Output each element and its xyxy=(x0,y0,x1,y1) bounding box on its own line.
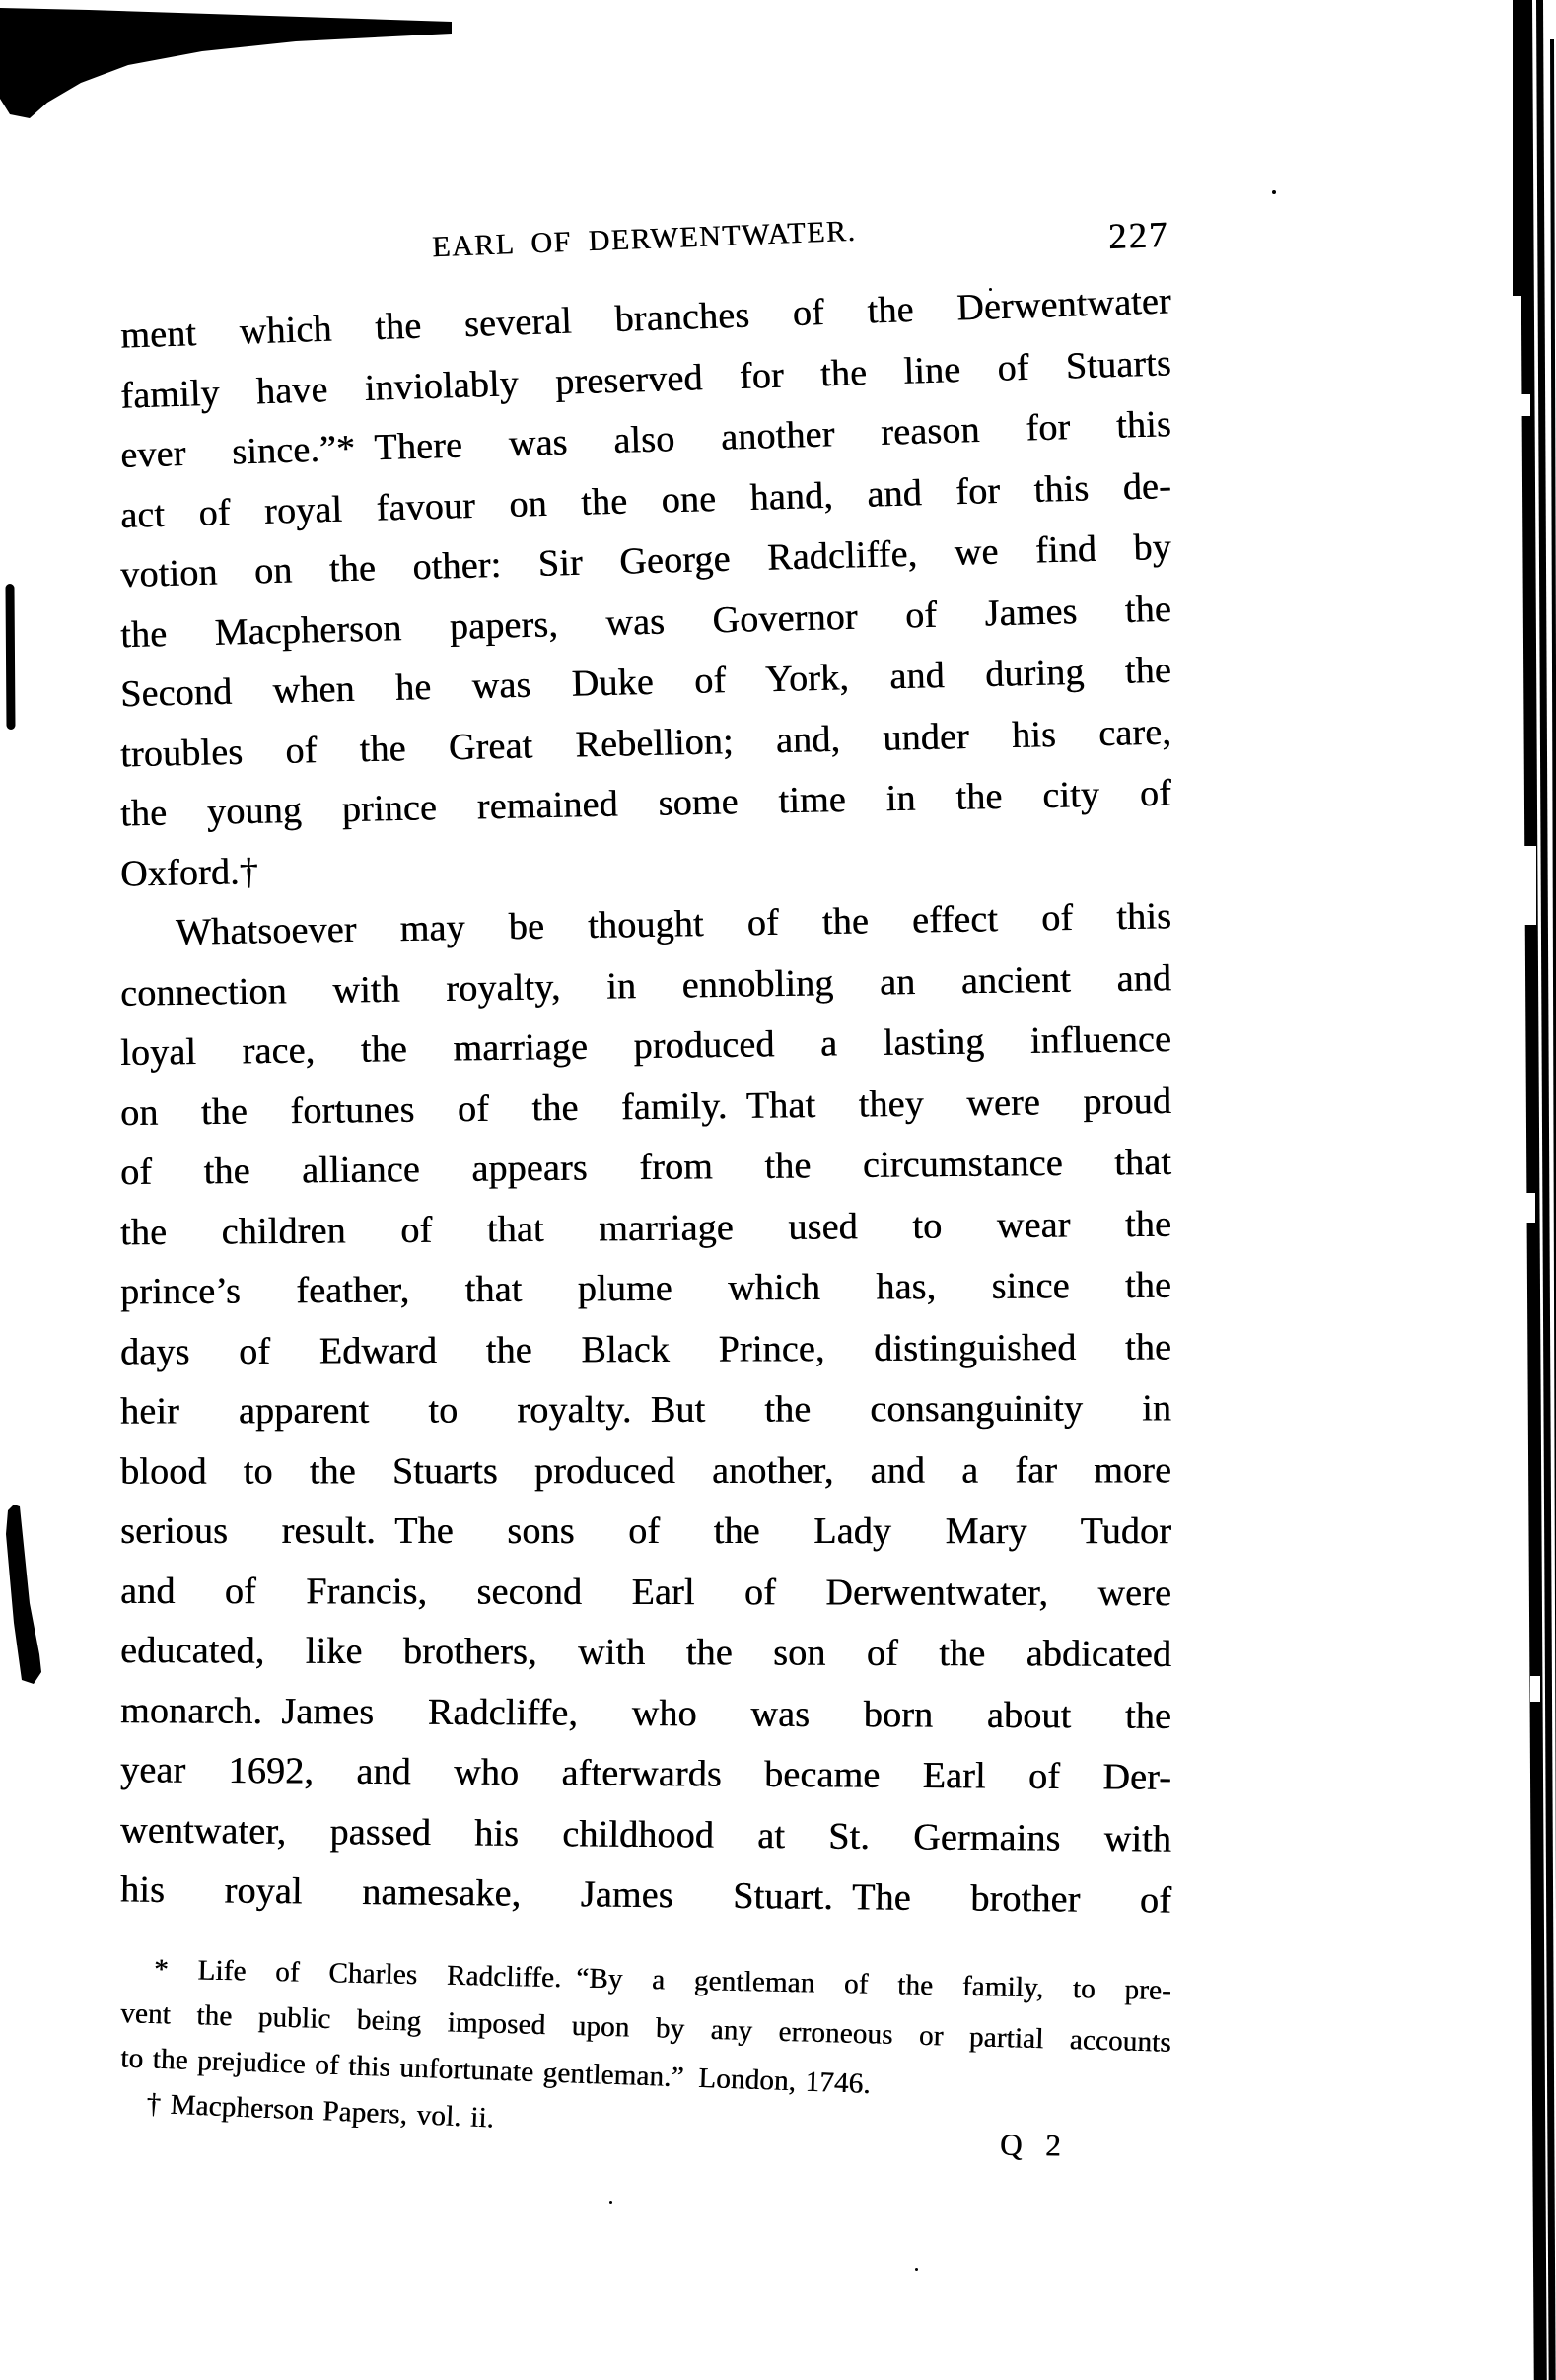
scan-artifact-left-ink-mark xyxy=(5,584,15,730)
body-line: act of royal favour on the one hand, and for this de- xyxy=(119,464,1172,536)
footnote-line: vent the public being imposed upon by any erroneous or partial accounts xyxy=(119,1997,1172,2059)
body-line: family have inviolably preserved for the line of Stuarts xyxy=(119,341,1172,417)
scan-artifact-speck xyxy=(915,2268,918,2271)
scan-artifact-gap xyxy=(1530,1676,1540,1702)
running-header: EARL OF DERWENTWATER. xyxy=(431,214,857,264)
signature-mark: Q 2 xyxy=(999,2127,1062,2163)
body-line: days of Edward the Black Prince, distinguished the xyxy=(119,1325,1172,1373)
body-line: prince’s feather, that plume which has, since the xyxy=(119,1264,1172,1313)
page-number: 227 xyxy=(1107,214,1170,258)
body-line: loyal race, the marriage produced a lasting influence xyxy=(119,1018,1172,1074)
footnotes xyxy=(119,1953,1172,2149)
body-line: the Macpherson papers, was Governor of James the xyxy=(119,588,1172,656)
body-line: his royal namesake, James Stuart. The brother of xyxy=(119,1868,1172,1922)
body-line: the young prince remained some time in the city of xyxy=(119,772,1172,835)
body-line: year 1692, and who afterwards became Earl of Der- xyxy=(119,1749,1172,1798)
scan-artifact-top-left-wedge xyxy=(0,4,452,118)
body-line: of the alliance appears from the circumstance that xyxy=(119,1141,1172,1194)
body-line: monarch. James Radcliffe, who was born about the xyxy=(119,1689,1172,1737)
body-line: connection with royalty, in ennobling an ancient and xyxy=(119,956,1172,1015)
footnote-line: to the prejudice of this unfortunate gentleman.” London, 1746. xyxy=(119,2042,872,2100)
body-line: Whatsoever may be thought of the effect of this xyxy=(175,895,1172,953)
body-line: wentwater, passed his childhood at St. Germains with xyxy=(119,1808,1172,1860)
body-text xyxy=(119,280,1172,1926)
scan-artifact-gap xyxy=(1521,394,1530,416)
body-line: votion on the other: Sir George Radcliffe, we find by xyxy=(119,525,1172,596)
body-line: Second when he was Duke of York, and during the xyxy=(119,649,1172,716)
scan-artifact-gap xyxy=(1515,846,1536,925)
body-line: troubles of the Great Rebellion; and, under his care, xyxy=(119,711,1172,775)
body-line: Oxford.† xyxy=(119,850,259,895)
scan-artifact-speck xyxy=(609,2201,612,2204)
body-line: on the fortunes of the family. That they were proud xyxy=(119,1080,1172,1134)
body-line: blood to the Stuarts produced another, and a far more xyxy=(119,1448,1172,1493)
body-line: and of Francis, second Earl of Derwentwater, were xyxy=(119,1570,1172,1614)
footnote-line: † Macpherson Papers, vol. ii. xyxy=(145,2087,495,2135)
scan-artifact-gap xyxy=(1523,1193,1535,1223)
scan-artifact-left-ink-stroke xyxy=(0,1505,45,1684)
scan-artifact-speck xyxy=(1272,190,1276,194)
body-line: serious result. The sons of the Lady Mary Tudor xyxy=(119,1509,1172,1553)
body-line: heir apparent to royalty. But the consanguinity in xyxy=(119,1387,1172,1433)
body-line: ment which the several branches of the Derwentwater xyxy=(119,280,1172,357)
body-line: the children of that marriage used to wear the xyxy=(119,1203,1172,1253)
footnote-line: * Life of Charles Radcliffe. “By a gentleman of the family, to pre- xyxy=(153,1953,1172,2007)
body-line: ever since.”* There was also another reason for this xyxy=(119,403,1172,476)
body-line: educated, like brothers, with the son of the abdicated xyxy=(119,1630,1172,1675)
